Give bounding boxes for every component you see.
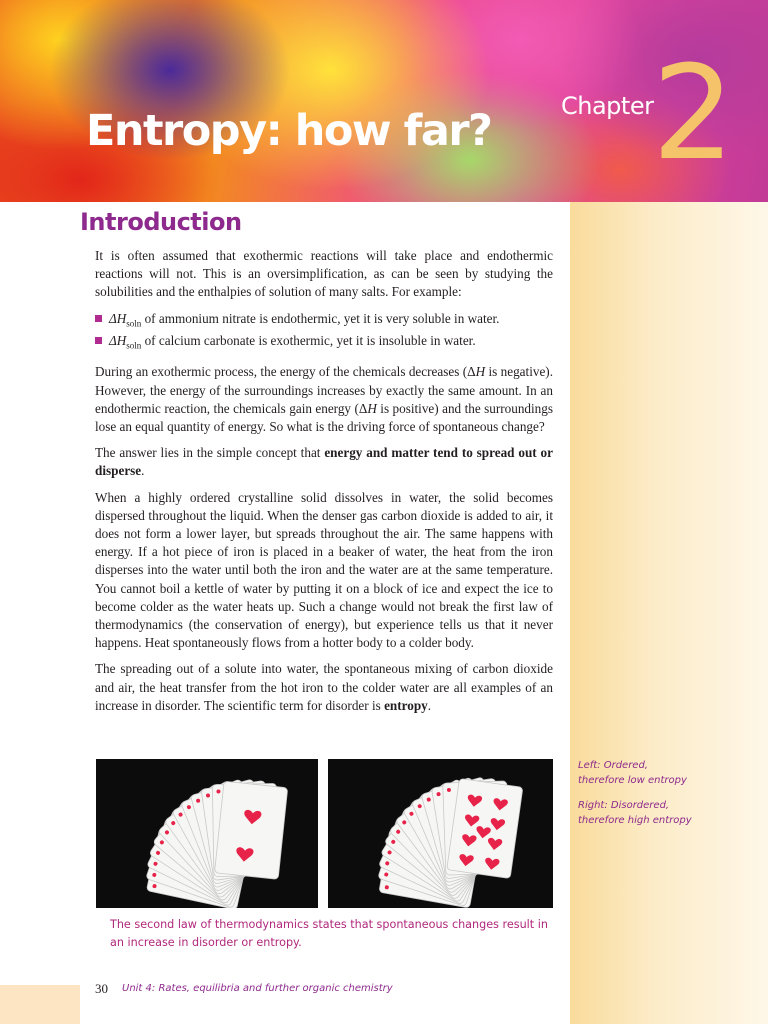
paragraph-dispersal: When a highly ordered crystalline solid dissolves in water, the solid becomes dispersed throughout the liquid. When the denser gas carbon dioxide is added to air, it does not form a lower layer, but spreads throughout the air. The same happens with energy. If a hot piece of iron is placed in a beaker of water, the heat from the iron disperses into the water until both the iron and the water are at the same temperature. You cannot boil a kettle of water by putting it on a block of ice and expect the ice to become colder as the water heats up. Such a change would not break the first law of thermodynamics (the conservation of energy), but experience tells us that it never happens. Heat spontaneously flows from a hotter body to a colder body. (95, 489, 553, 651)
figure-caption: The second law of thermodynamics states that spontaneous changes result in an increase in disorder or entropy. (110, 918, 548, 949)
text-run: The answer lies in the simple concept that (95, 445, 325, 461)
disordered-cards-illustration (328, 759, 553, 908)
square-bullet-icon (95, 315, 102, 322)
chapter-banner (0, 0, 768, 202)
paragraph-intro: It is often assumed that exothermic reactions will take place and endothermic reactions will not. This is an oversimplification, as can be seen by studying the solubilities and the enthalpies of solution of many salts. For example: (95, 248, 553, 300)
disordered-playing-cards-photo (328, 759, 553, 908)
text-run: . (427, 697, 432, 713)
paragraph-answer (95, 444, 553, 480)
footer-tab (0, 985, 80, 1024)
italic-h: H (475, 364, 486, 380)
bold-entropy: entropy (384, 697, 428, 713)
delta-h-symbol: ΔH (109, 333, 127, 349)
paragraph-exothermic (95, 363, 553, 436)
text-run: is negative). However, the energy of the surroundings increases by exactly the same amount. In an endothermic reaction, the chemicals gain energy (Δ (95, 364, 553, 416)
footer-unit-title: Unit 4: Rates, equilibria and further organic chemistry (122, 983, 393, 994)
bullet-item-ammonium-nitrate (95, 310, 553, 333)
caption-line: Left: Ordered, (578, 760, 648, 771)
bold-phrase: energy and matter tend to spread out or disperse (95, 445, 553, 479)
margin-column (570, 202, 768, 1024)
chapter-label: Chapter (561, 92, 654, 120)
bullet-list (95, 310, 553, 356)
ordered-playing-cards-photo (96, 759, 318, 908)
bullet-item-calcium-carbonate (95, 332, 553, 355)
page-number: 30 (95, 981, 108, 996)
ordered-cards-illustration (96, 759, 318, 908)
delta-h-symbol: ΔH (109, 310, 127, 326)
side-caption-left (578, 758, 708, 788)
body-text (95, 247, 553, 723)
subscript-soln: soln (126, 318, 142, 329)
caption-line: therefore low entropy (578, 775, 687, 786)
text-run: . (141, 463, 145, 479)
bullet-text: of calcium carbonate is exothermic, yet it is insoluble in water. (141, 333, 476, 349)
text-run: The spreading out of a solute into water, the spontaneous mixing of carbon dioxide and air, the heat transfer from the hot iron to the colder water are all examples of an increase in disorder. The scientific term for disorder is (95, 661, 553, 713)
section-title: Introduction (80, 208, 242, 236)
text-run: During an exothermic process, the energy of the chemicals decreases (Δ (95, 364, 476, 380)
caption-line: therefore high entropy (578, 815, 692, 826)
chapter-title: Entropy: how far? (86, 106, 492, 156)
text-run: is positive) and the surroundings lose an equal quantity of energy. So what is the driving force of spontaneous change? (95, 400, 553, 434)
italic-h: H (367, 400, 377, 416)
square-bullet-icon (95, 337, 102, 344)
caption-line: Right: Disordered, (578, 800, 670, 811)
paragraph-entropy (95, 660, 553, 715)
bullet-text: of ammonium nitrate is endothermic, yet it is very soluble in water. (141, 310, 500, 326)
subscript-soln: soln (126, 341, 142, 352)
side-caption-right (578, 798, 708, 828)
chapter-number: 2 (652, 37, 731, 189)
